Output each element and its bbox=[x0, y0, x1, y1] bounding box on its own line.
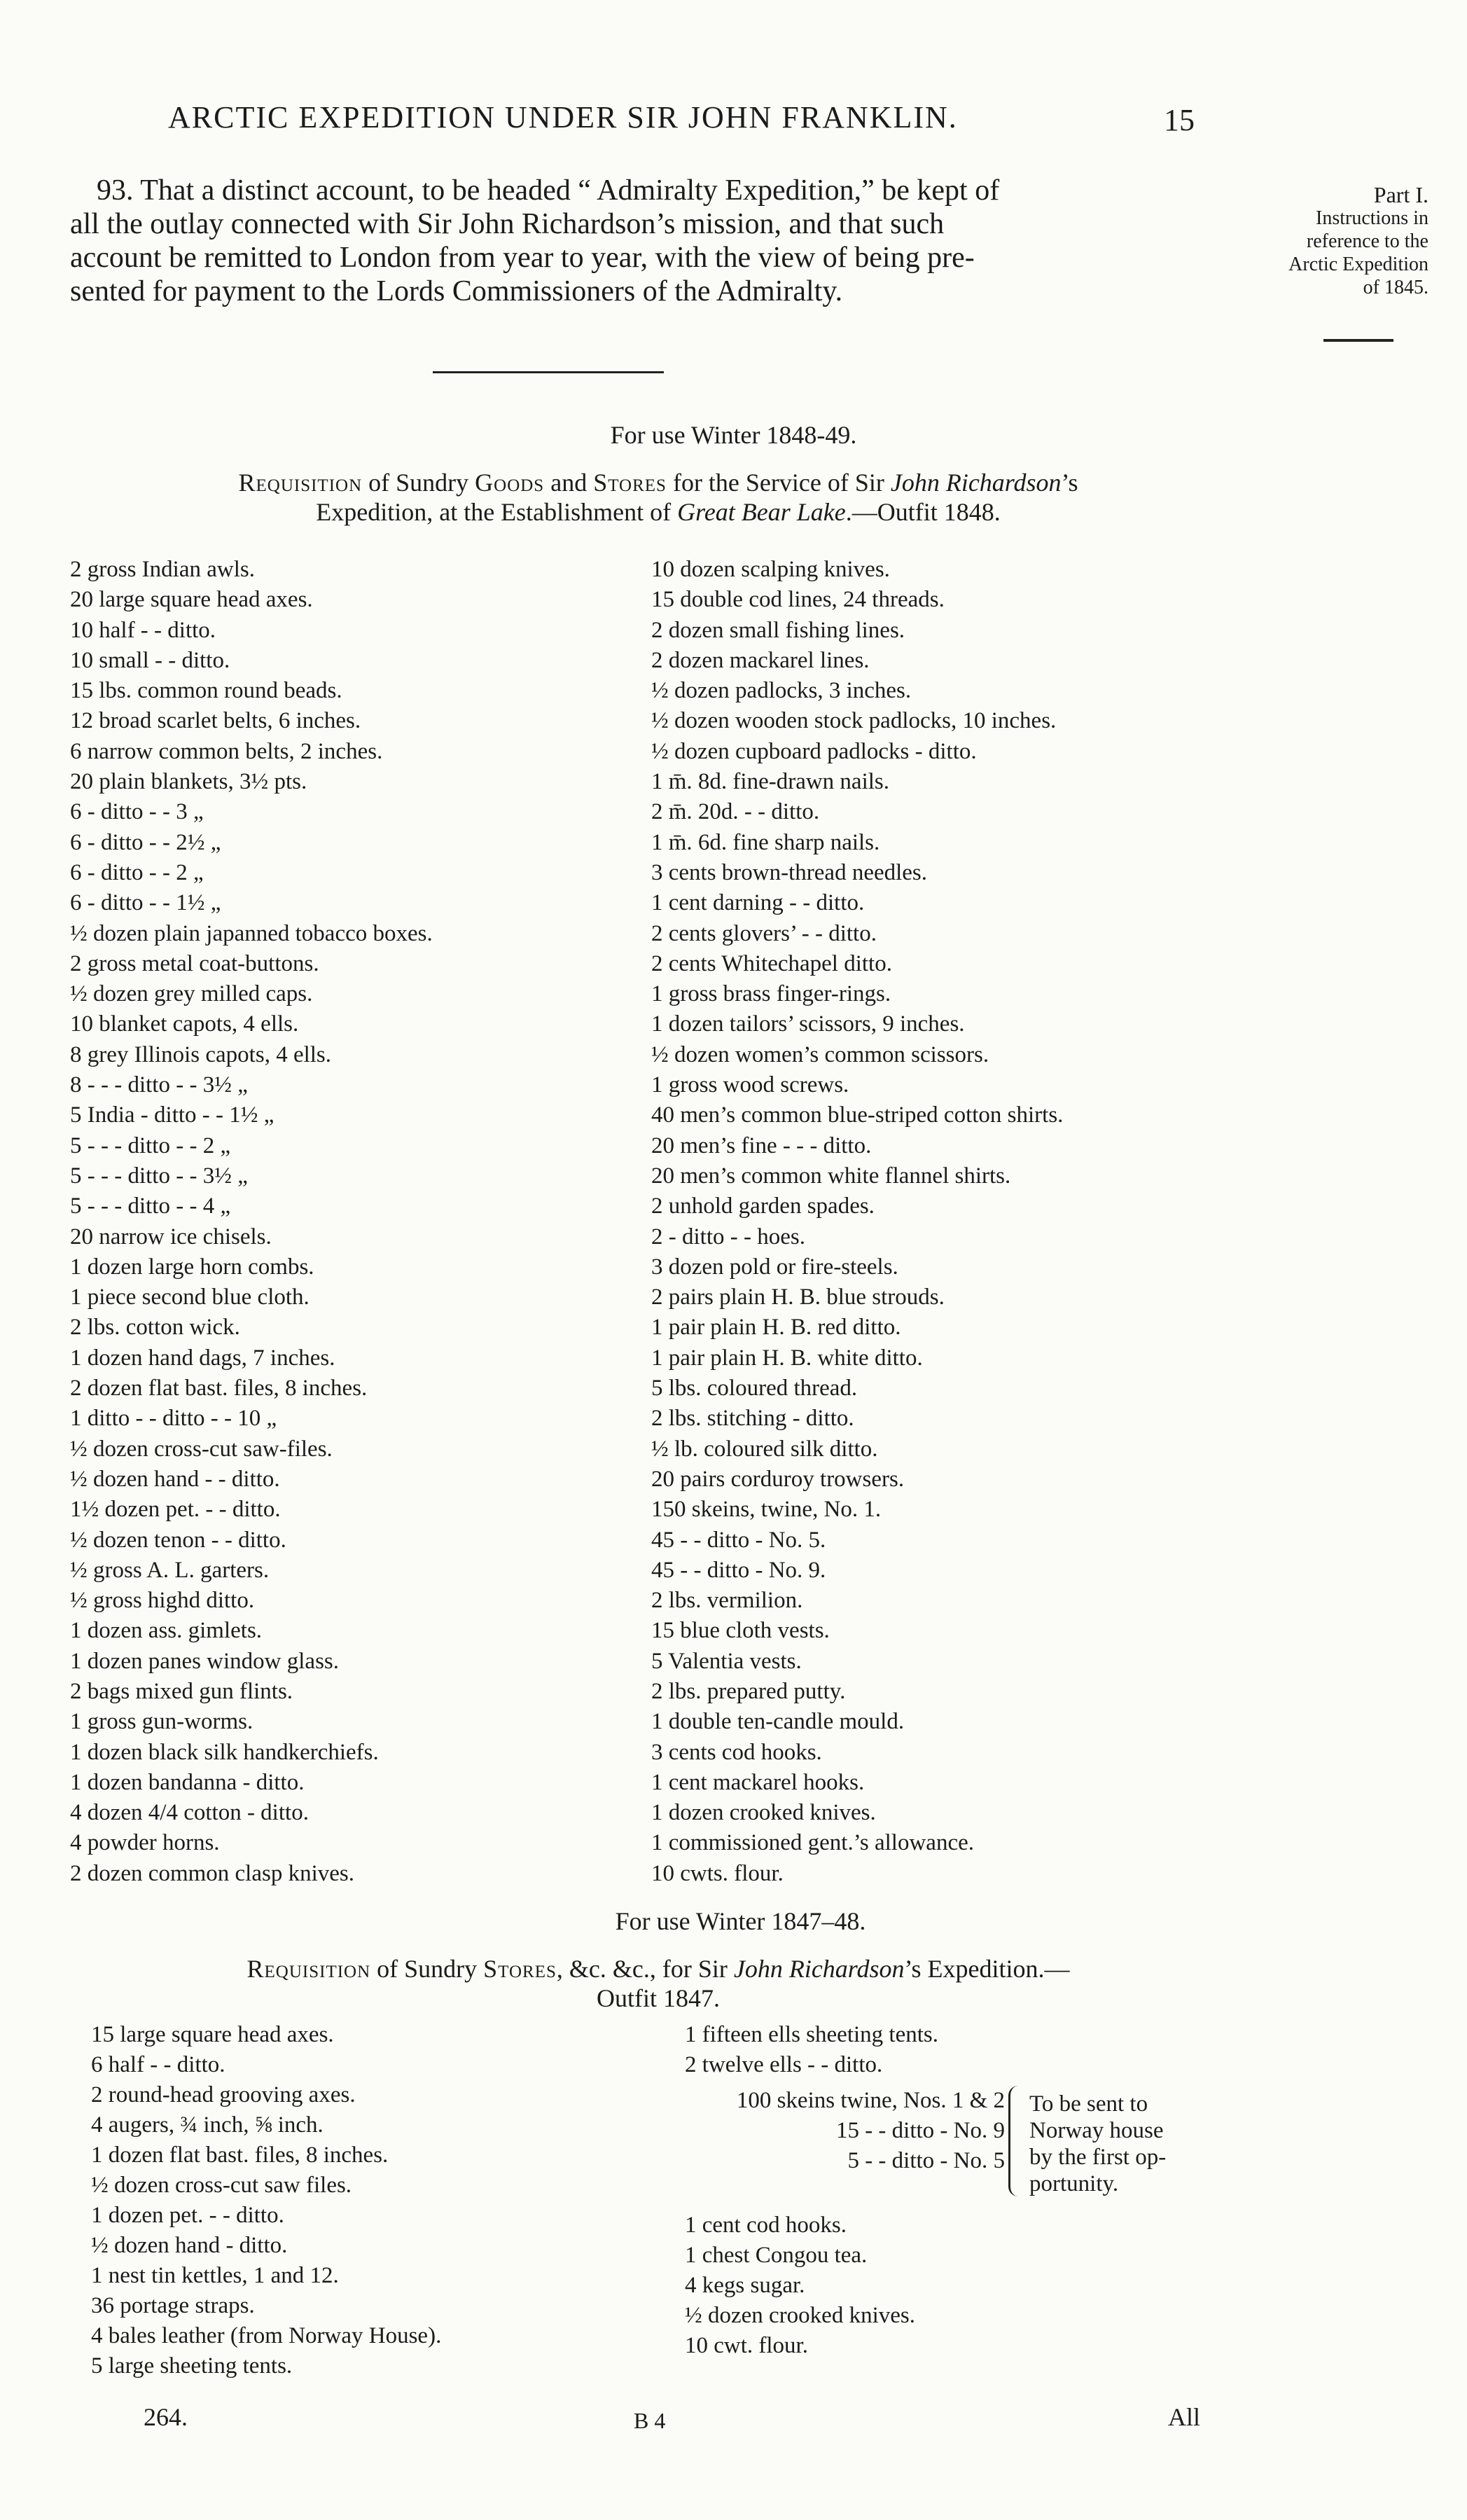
list-item: 20 men’s fine - - - ditto. bbox=[651, 1133, 872, 1158]
list-item: 1 dozen bandanna - ditto. bbox=[70, 1769, 305, 1795]
list-item: 6 half - - ditto. bbox=[91, 2052, 225, 2077]
section1-requisition-line2: Expedition, at the Establishment of Great Bear Lake.—Outfit 1848. bbox=[316, 498, 1001, 526]
list-item: ½ dozen cross-cut saw files. bbox=[91, 2173, 352, 2198]
list-item: 8 grey Illinois capots, 4 ells. bbox=[70, 1041, 332, 1067]
list-item: 2 lbs. vermilion. bbox=[651, 1588, 803, 1614]
section2-title: For use Winter 1847–48. bbox=[615, 1907, 866, 1935]
list-item: 20 pairs corduroy trowsers. bbox=[651, 1466, 905, 1492]
section2-requisition-line1: Requisition of Sundry Stores, &c. &c., for Sir John Richardson’s Expedition.— bbox=[246, 1955, 1070, 1983]
list-item: 1 double ten-candle mould. bbox=[651, 1709, 905, 1735]
list-item: 20 large square head axes. bbox=[70, 587, 313, 613]
list-item: ½ dozen padlocks, 3 inches. bbox=[651, 678, 912, 704]
list-item: 2 - ditto - - hoes. bbox=[651, 1224, 805, 1249]
list-item: 2 cents Whitechapel ditto. bbox=[651, 950, 892, 976]
list-item: 10 blanket capots, 4 ells. bbox=[70, 1011, 299, 1037]
section2-right-column-top bbox=[685, 2020, 938, 2080]
section1-right-column bbox=[651, 555, 1063, 1889]
list-item: 40 men’s common blue-striped cotton shirts. bbox=[651, 1102, 1064, 1128]
list-item: 5 - - - ditto - - 3½ „ bbox=[70, 1163, 248, 1189]
list-item: ½ gross highd ditto. bbox=[70, 1588, 255, 1614]
list-item: 2 dozen small fishing lines. bbox=[651, 617, 905, 643]
list-item: 1 pair plain H. B. red ditto. bbox=[651, 1315, 901, 1341]
list-item: 1 dozen ass. gimlets. bbox=[70, 1618, 263, 1644]
list-item: 20 men’s common white flannel shirts. bbox=[651, 1163, 1011, 1189]
margin-note-line: Arctic Expedition bbox=[1288, 254, 1428, 275]
list-item: 2 round-head grooving axes. bbox=[91, 2082, 356, 2107]
list-item: 1 cent mackarel hooks. bbox=[651, 1769, 865, 1795]
list-item: 3 cents cod hooks. bbox=[651, 1739, 822, 1765]
list-item: 5 - - - ditto - - 2 „ bbox=[70, 1133, 231, 1158]
list-item: ½ dozen tenon - - ditto. bbox=[70, 1527, 286, 1553]
list-item: 1 dozen pet. - - ditto. bbox=[91, 2203, 284, 2228]
paragraph-93 bbox=[70, 174, 1204, 308]
list-item: 6 - ditto - - 3 „ bbox=[70, 799, 204, 825]
brace-bracket bbox=[1008, 2086, 1026, 2196]
list-item: 5 India - ditto - - 1½ „ bbox=[70, 1102, 274, 1128]
list-item: ½ dozen plain japanned tobacco boxes. bbox=[70, 920, 433, 946]
list-item: 45 - - ditto - No. 9. bbox=[651, 1557, 826, 1583]
list-item: 15 large square head axes. bbox=[91, 2022, 334, 2047]
list-item: 2 pairs plain H. B. blue strouds. bbox=[651, 1285, 945, 1310]
list-item: 15 double cod lines, 24 threads. bbox=[651, 587, 945, 613]
list-item: 1 dozen tailors’ scissors, 9 inches. bbox=[651, 1011, 965, 1037]
list-item: ½ dozen women’s common scissors. bbox=[651, 1041, 989, 1067]
list-item: 20 plain blankets, 3½ pts. bbox=[70, 769, 307, 795]
running-header-title: ARCTIC EXPEDITION UNDER SIR JOHN FRANKLIN. bbox=[168, 100, 958, 134]
list-item: 5 large sheeting tents. bbox=[91, 2353, 293, 2379]
paragraph-line-4: sented for payment to the Lords Commissioners of the Admiralty. bbox=[70, 275, 843, 307]
list-item: 20 narrow ice chisels. bbox=[70, 1224, 272, 1249]
list-item: 2 dozen common clasp knives. bbox=[70, 1860, 354, 1886]
list-item: ½ gross A. L. garters. bbox=[70, 1557, 270, 1583]
list-item: 6 - ditto - - 2 „ bbox=[70, 859, 204, 885]
list-item: 5 - - ditto - No. 5 bbox=[847, 2148, 1005, 2173]
list-item: 1 fifteen ells sheeting tents. bbox=[685, 2022, 938, 2047]
list-item: 5 Valentia vests. bbox=[651, 1648, 802, 1674]
list-item: 2 m̄. 20d. - - ditto. bbox=[651, 799, 820, 825]
list-item: 4 kegs sugar. bbox=[685, 2273, 805, 2298]
list-item: 1 gross wood screws. bbox=[651, 1072, 849, 1098]
list-item: 2 unhold garden spades. bbox=[651, 1193, 875, 1219]
list-item: 2 dozen flat bast. files, 8 inches. bbox=[70, 1376, 368, 1401]
margin-rule bbox=[1323, 339, 1393, 342]
list-item: 12 broad scarlet belts, 6 inches. bbox=[70, 708, 361, 734]
list-item: 2 bags mixed gun flints. bbox=[70, 1678, 293, 1704]
section1-left-column bbox=[70, 555, 433, 1889]
list-item: ½ dozen cupboard padlocks - ditto. bbox=[651, 738, 977, 764]
list-item: 1 m̄. 6d. fine sharp nails. bbox=[651, 829, 880, 855]
list-item: 1 cent darning - - ditto. bbox=[651, 890, 865, 916]
list-item: 1 gross brass finger-rings. bbox=[651, 981, 891, 1007]
list-item: ½ lb. coloured silk ditto. bbox=[651, 1436, 878, 1462]
list-item: 2 lbs. prepared putty. bbox=[651, 1678, 846, 1704]
list-item: ½ dozen wooden stock padlocks, 10 inches. bbox=[651, 708, 1057, 734]
section2-left-column bbox=[91, 2020, 441, 2381]
list-item: ½ dozen hand - ditto. bbox=[91, 2233, 288, 2258]
list-item: 10 dozen scalping knives. bbox=[651, 557, 890, 582]
list-item: 1½ dozen pet. - - ditto. bbox=[70, 1497, 281, 1523]
list-item: 1 m̄. 8d. fine-drawn nails. bbox=[651, 769, 890, 795]
list-item: 4 augers, ¾ inch, ⅝ inch. bbox=[91, 2112, 324, 2138]
list-item: 2 twelve ells - - ditto. bbox=[685, 2052, 883, 2077]
list-item: 15 blue cloth vests. bbox=[651, 1618, 830, 1644]
list-item: 1 gross gun-worms. bbox=[70, 1709, 253, 1735]
list-item: ½ dozen cross-cut saw-files. bbox=[70, 1436, 333, 1462]
list-item: 1 dozen large horn combs. bbox=[70, 1254, 314, 1280]
list-item: 3 dozen pold or fire-steels. bbox=[651, 1254, 898, 1280]
list-item: 4 dozen 4/4 cotton - ditto. bbox=[70, 1800, 309, 1826]
list-item: 1 dozen hand dags, 7 inches. bbox=[70, 1345, 335, 1371]
section2-requisition-heading bbox=[70, 1954, 1246, 2013]
list-item: 1 chest Congou tea. bbox=[685, 2243, 868, 2268]
section1-requisition-line1: Requisition of Sundry Goods and Stores for the Service of Sir John Richardson’s bbox=[238, 469, 1078, 497]
list-item: 4 powder horns. bbox=[70, 1830, 220, 1856]
list-item: 2 cents glovers’ - - ditto. bbox=[651, 920, 877, 946]
footer-catchword: All bbox=[1168, 2403, 1201, 2431]
section-divider-rule bbox=[433, 371, 664, 373]
list-item: ½ dozen hand - - ditto. bbox=[70, 1466, 280, 1492]
section1-title: For use Winter 1848-49. bbox=[610, 421, 857, 449]
list-item: 100 skeins twine, Nos. 1 & 2 bbox=[736, 2088, 1005, 2113]
list-item: 15 - - ditto - No. 9 bbox=[835, 2118, 1005, 2143]
section2-right-column-bottom bbox=[685, 2210, 915, 2361]
list-item: 2 lbs. cotton wick. bbox=[70, 1315, 240, 1341]
page-number: 15 bbox=[1164, 103, 1195, 137]
section2-twine-list bbox=[658, 2086, 1005, 2176]
margin-note-line: Instructions in bbox=[1316, 207, 1428, 229]
list-item: 8 - - - ditto - - 3½ „ bbox=[70, 1072, 248, 1098]
list-item: 6 narrow common belts, 2 inches. bbox=[70, 738, 383, 764]
list-item: 10 cwts. flour. bbox=[651, 1860, 784, 1886]
list-item: 2 gross Indian awls. bbox=[70, 557, 255, 582]
list-item: 10 cwt. flour. bbox=[685, 2333, 808, 2358]
list-item: 2 dozen mackarel lines. bbox=[651, 647, 870, 673]
list-item: 45 - - ditto - No. 5. bbox=[651, 1527, 826, 1553]
list-item: 5 - - - ditto - - 4 „ bbox=[70, 1193, 231, 1219]
list-item: ½ dozen crooked knives. bbox=[685, 2303, 915, 2328]
list-item: 5 lbs. coloured thread. bbox=[651, 1376, 858, 1401]
list-item: 1 cent cod hooks. bbox=[685, 2213, 847, 2238]
list-item: 150 skeins, twine, No. 1. bbox=[651, 1497, 882, 1523]
list-item: 6 - ditto - - 2½ „ bbox=[70, 829, 221, 855]
section1-requisition-heading bbox=[70, 468, 1246, 527]
list-item: 4 bales leather (from Norway House). bbox=[91, 2323, 442, 2348]
list-item: 36 portage straps. bbox=[91, 2293, 255, 2318]
list-item: ½ dozen grey milled caps. bbox=[70, 981, 313, 1007]
list-item: 1 piece second blue cloth. bbox=[70, 1285, 310, 1310]
list-item: 15 lbs. common round beads. bbox=[70, 678, 342, 704]
list-item: 2 gross metal coat-buttons. bbox=[70, 950, 319, 976]
margin-note bbox=[1218, 184, 1428, 299]
paragraph-line-3: account be remitted to London from year to year, with the view of being pre- bbox=[70, 242, 975, 274]
margin-note-line: reference to the bbox=[1306, 230, 1428, 252]
list-item: 10 small - - ditto. bbox=[70, 647, 230, 673]
list-item: 10 half - - ditto. bbox=[70, 617, 216, 643]
margin-note-line: of 1845. bbox=[1363, 277, 1428, 298]
paragraph-line-1: 93. That a distinct account, to be headed “ Admiralty Expedition,” be kept of bbox=[97, 174, 1000, 207]
list-item: 1 pair plain H. B. white ditto. bbox=[651, 1345, 923, 1371]
paragraph-line-2: all the outlay connected with Sir John Richardson’s mission, and that such bbox=[70, 208, 945, 240]
list-item: 1 dozen panes window glass. bbox=[70, 1648, 340, 1674]
list-item: 3 cents brown-thread needles. bbox=[651, 859, 928, 885]
list-item: 1 commissioned gent.’s allowance. bbox=[651, 1830, 974, 1856]
footer-number: 264. bbox=[144, 2403, 188, 2431]
list-item: 1 ditto - - ditto - - 10 „ bbox=[70, 1406, 277, 1432]
section2-requisition-line2: Outfit 1847. bbox=[597, 1984, 720, 2012]
list-item: 1 dozen flat bast. files, 8 inches. bbox=[91, 2142, 389, 2168]
list-item: 1 dozen crooked knives. bbox=[651, 1800, 876, 1826]
list-item: 1 dozen black silk handkerchiefs. bbox=[70, 1739, 379, 1765]
list-item: 6 - ditto - - 1½ „ bbox=[70, 890, 221, 916]
bracket-note: To be sent to Norway house by the first op- portunity. bbox=[1029, 2091, 1167, 2196]
margin-note-part: Part I. bbox=[1373, 182, 1428, 207]
list-item: 2 lbs. stitching - ditto. bbox=[651, 1406, 854, 1432]
footer-signature: B 4 bbox=[634, 2408, 666, 2433]
list-item: 1 nest tin kettles, 1 and 12. bbox=[91, 2263, 339, 2288]
